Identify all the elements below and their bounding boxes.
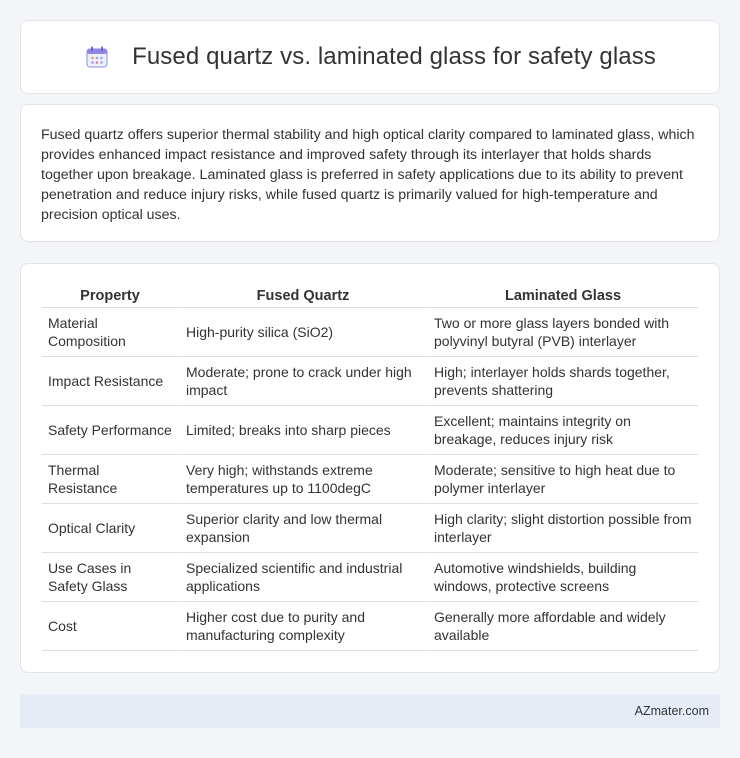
property-cell: Thermal Resistance: [42, 455, 178, 504]
footer-site-link[interactable]: AZmater.com: [634, 704, 709, 718]
laminated-glass-cell: Automotive windshields, building windows, protective screens: [426, 553, 698, 602]
calendar-icon: [84, 44, 110, 70]
laminated-glass-cell: Moderate; sensitive to high heat due to polymer interlayer: [426, 455, 698, 504]
header-laminated-glass: Laminated Glass: [426, 285, 698, 308]
intro-paragraph: Fused quartz offers superior thermal stability and high optical clarity compared to laminated glass, which provides enhanced impact resistance and improved safety through its interlayer that holds shards together upon breakage. Laminated glass is preferred in safety applications due to its ability to prevent penetration and reduce injury risks, while fused quartz is primarily valued for high-temperature and precision optical uses.: [41, 127, 695, 223]
header-fused-quartz: Fused Quartz: [178, 285, 426, 308]
table-row: [42, 504, 698, 553]
laminated-glass-cell: High; interlayer holds shards together, prevents shattering: [426, 357, 698, 406]
table-row: [42, 308, 698, 357]
table-header-row: [42, 285, 698, 308]
intro-card: [20, 104, 720, 242]
table-row: [42, 455, 698, 504]
fused-quartz-cell: Higher cost due to purity and manufacturing complexity: [178, 602, 426, 651]
table-row: [42, 357, 698, 406]
fused-quartz-cell: Moderate; prone to crack under high impact: [178, 357, 426, 406]
property-cell: Safety Performance: [42, 406, 178, 455]
property-cell: Optical Clarity: [42, 504, 178, 553]
footer-bar: [20, 694, 720, 728]
header-card: [20, 20, 720, 94]
laminated-glass-cell: Excellent; maintains integrity on breakage, reduces injury risk: [426, 406, 698, 455]
comparison-card: [20, 263, 720, 673]
property-cell: Impact Resistance: [42, 357, 178, 406]
comparison-table: [42, 285, 698, 651]
property-cell: Material Composition: [42, 308, 178, 357]
fused-quartz-cell: Very high; withstands extreme temperatures up to 1100degC: [178, 455, 426, 504]
fused-quartz-cell: Limited; breaks into sharp pieces: [178, 406, 426, 455]
fused-quartz-cell: Superior clarity and low thermal expansion: [178, 504, 426, 553]
property-cell: Cost: [42, 602, 178, 651]
fused-quartz-cell: Specialized scientific and industrial applications: [178, 553, 426, 602]
page-title: Fused quartz vs. laminated glass for safety glass: [132, 43, 656, 70]
laminated-glass-cell: Generally more affordable and widely available: [426, 602, 698, 651]
property-cell: Use Cases in Safety Glass: [42, 553, 178, 602]
fused-quartz-cell: High-purity silica (SiO2): [178, 308, 426, 357]
table-row: [42, 406, 698, 455]
header-property: Property: [42, 285, 178, 308]
table-row: [42, 553, 698, 602]
laminated-glass-cell: Two or more glass layers bonded with polyvinyl butyral (PVB) interlayer: [426, 308, 698, 357]
laminated-glass-cell: High clarity; slight distortion possible from interlayer: [426, 504, 698, 553]
table-row: [42, 602, 698, 651]
